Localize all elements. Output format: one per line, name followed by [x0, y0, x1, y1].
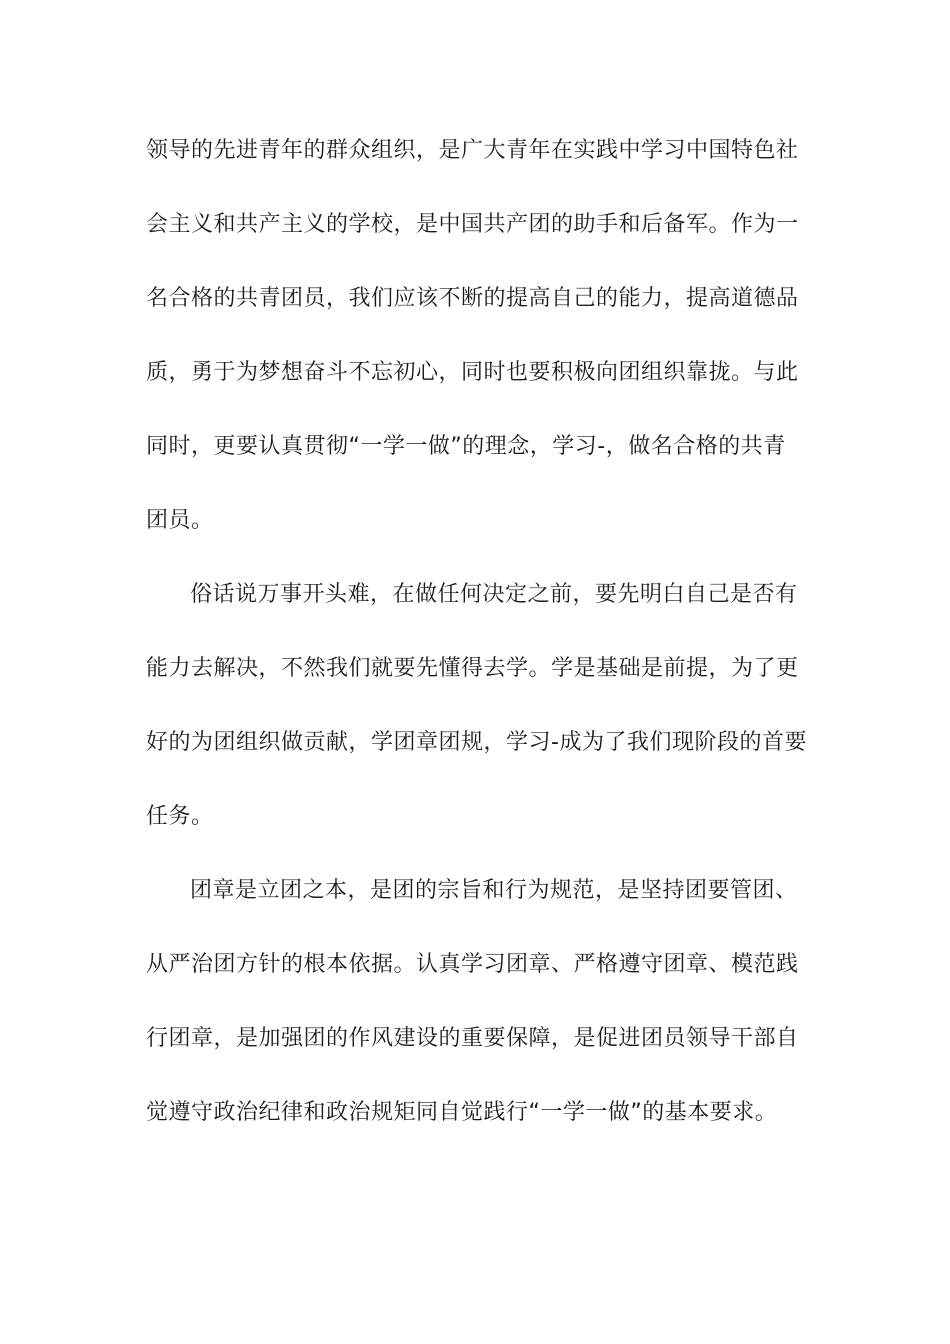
- paragraph-start-line: 团章是立团之本，是团的宗旨和行为规范，是坚持团要管团、: [190, 878, 798, 903]
- text-line: 觉遵守政治纪律和政治规矩同自觉践行“一学一做”的基本要求。: [146, 1100, 778, 1125]
- text-line: 从严治团方针的根本依据。认真学习团章、严格遵守团章、模范践: [146, 952, 799, 977]
- text-line: 名合格的共青团员，我们应该不断的提高自己的能力，提高道德品: [146, 286, 799, 311]
- text-line: 会主义和共产主义的学校，是中国共产团的助手和后备军。作为一: [146, 212, 799, 237]
- text-line: 能力去解决，不然我们就要先懂得去学。学是基础是前提，为了更: [146, 656, 799, 681]
- text-line: 团员。: [146, 508, 214, 533]
- text-line: 好的为团组织做贡献，学团章团规，学习-成为了我们现阶段的首要: [146, 730, 807, 755]
- text-line: 领导的先进青年的群众组织，是广大青年在实践中学习中国特色社: [146, 138, 799, 163]
- text-line: 质，勇于为梦想奋斗不忘初心，同时也要积极向团组织靠拢。与此: [146, 360, 799, 385]
- document-body: [146, 126, 806, 1162]
- text-line: 同时，更要认真贯彻“一学一做”的理念，学习-，做名合格的共青: [146, 434, 786, 459]
- text-line: 行团章，是加强团的作风建设的重要保障，是促进团员领导干部自: [146, 1026, 799, 1051]
- paragraph-start-line: 俗话说万事开头难，在做任何决定之前，要先明白自己是否有: [190, 582, 798, 607]
- text-line: 任务。: [146, 804, 214, 829]
